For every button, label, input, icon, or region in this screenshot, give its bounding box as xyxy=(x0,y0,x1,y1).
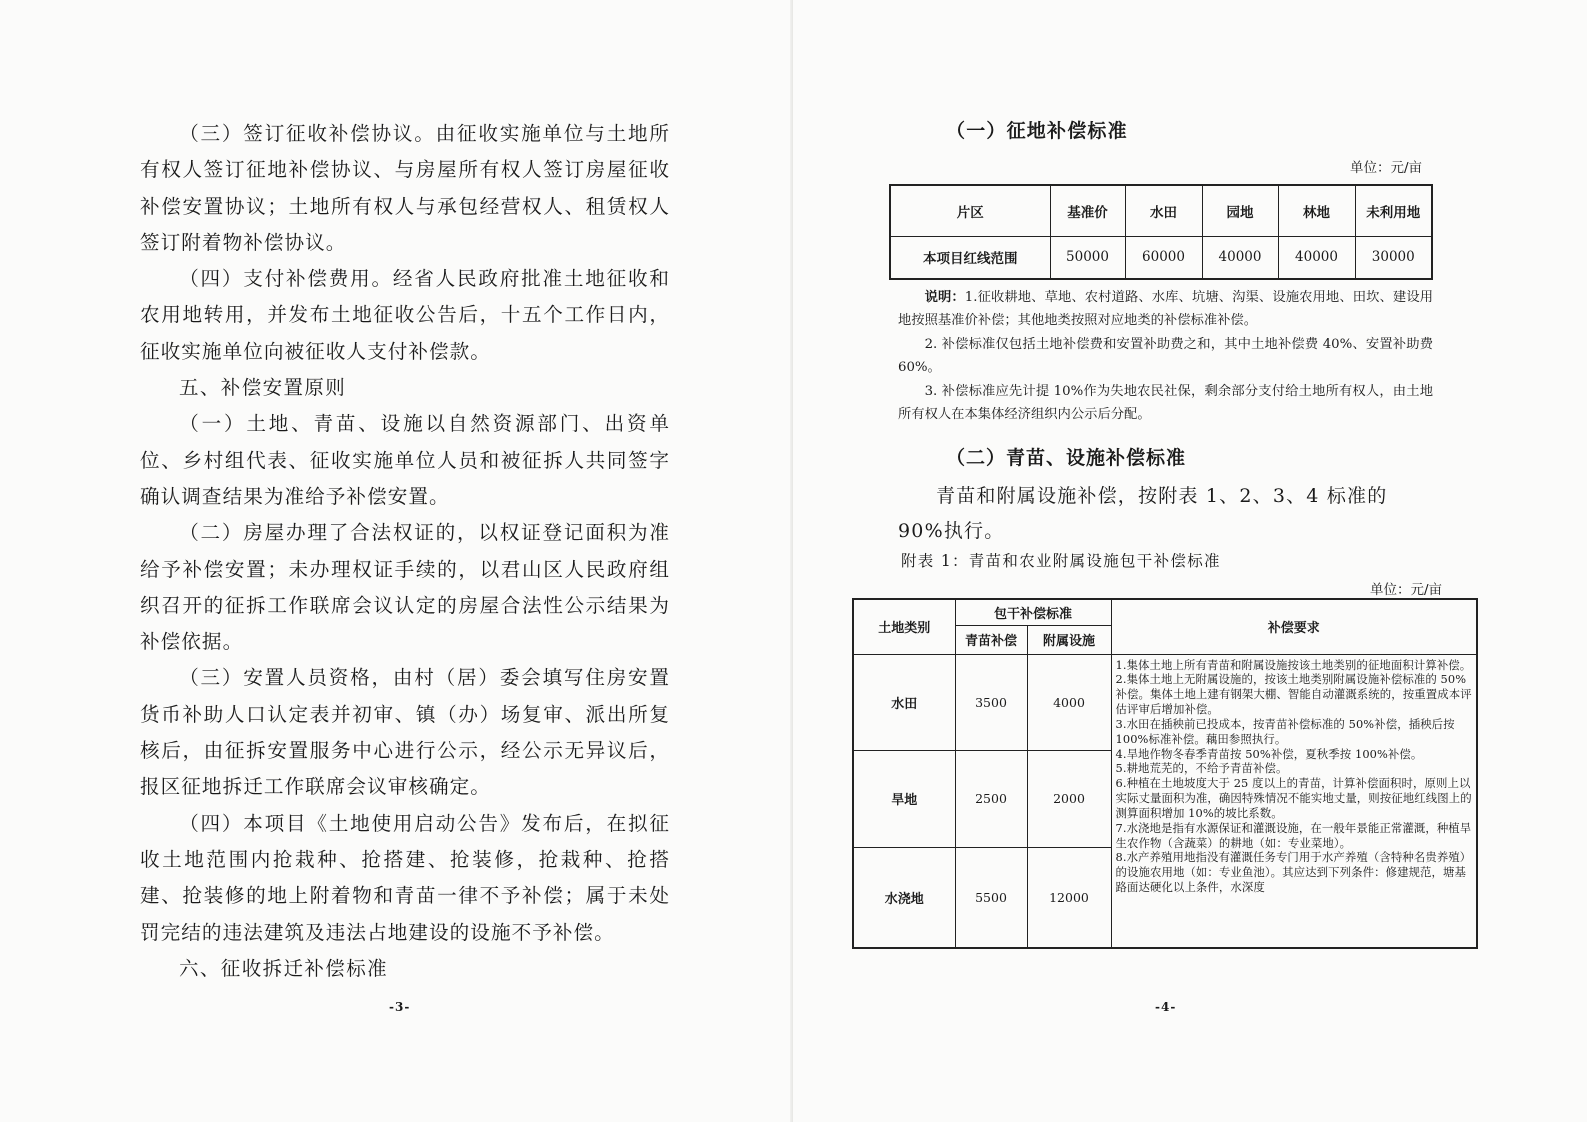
requirement-item: 1.集体土地上所有青苗和附属设施按该土地类别的征地面积计算补偿。 xyxy=(1115,657,1472,672)
unit-label-1: 单位：元/亩 xyxy=(1350,160,1423,176)
table-notes xyxy=(898,286,1433,426)
paragraph-sign-agreement: （三）签订征收补偿协议。由征收实施单位与土地所有权人签订征地补偿协议、与房屋所有权人签订房屋征收补偿安置协议；土地所有权人与承包经营权人、租赁权人签订附着物补偿协议。 xyxy=(140,122,670,254)
notes-label: 说明： xyxy=(924,290,965,305)
table-header-row xyxy=(853,599,1477,625)
note-3: 3. 补偿标准应先计提 10%作为失地农民社保，剩余部分支付给土地所有权人，由土地所有权人在本集体经济组织内公示后分配。 xyxy=(898,383,1433,423)
header-cell: 包干补偿标准 xyxy=(955,599,1111,625)
table-cell: 50000 xyxy=(1050,236,1125,279)
table-cell: 5500 xyxy=(955,847,1027,948)
heading-section-6: 六、征收拆迁补偿标准 xyxy=(179,956,389,980)
unit-label-2: 单位：元/亩 xyxy=(1370,582,1443,598)
table-cell: 本项目红线范围 xyxy=(890,236,1050,279)
seedling-compensation-table xyxy=(852,598,1478,949)
paragraph-seedling-rule: 青苗和附属设施补偿，按附表 1、2、3、4 标准的 90%执行。 xyxy=(898,485,1388,542)
section-title-land-compensation: （一）征地补偿标准 xyxy=(946,120,1128,142)
paragraph-principle-4: （四）本项目《土地使用启动公告》发布后，在拟征收土地范围内抢栽种、抢搭建、抢装修，抢栽种、抢搭建、抢装修的地上附着物和青苗一律不予补偿；属于未处罚完结的违法建筑及违法占地建设的设施不予补偿。 xyxy=(140,811,670,944)
header-cell: 林地 xyxy=(1278,185,1355,236)
paragraph-pay-compensation: （四）支付补偿费用。经省人民政府批准土地征收和农用地转用，并发布土地征收公告后，十五个工作日内，征收实施单位向被征收人支付补偿款。 xyxy=(140,267,670,363)
heading-section-5: 五、补偿安置原则 xyxy=(179,376,347,400)
section-title-seedling-compensation: （二）青苗、设施补偿标准 xyxy=(946,447,1187,469)
table-cell: 30000 xyxy=(1355,236,1432,279)
requirement-item: 6.种植在土地坡度大于 25 度以上的青苗，计算补偿面积时，原则上以实际丈量面积为准，确因特殊情况不能实地丈量，则按征地红线图上的测算面积增加 10%的坡比系数。 xyxy=(1115,776,1472,820)
paragraph-principle-3: （三）安置人员资格，由村（居）委会填写住房安置货币补助人口认定表并初审、镇（办）场复审、派出所复核后，由征拆安置服务中心进行公示，经公示无异议后，报区征地拆迁工作联席会议审核确定。 xyxy=(140,666,670,799)
header-cell: 水田 xyxy=(1125,185,1202,236)
requirements-cell xyxy=(1111,654,1477,948)
requirement-item: 3.水田在插秧前已投成本，按青苗补偿标准的 50%补偿，插秧后按 100%标准补偿。藕田参照执行。 xyxy=(1115,716,1455,746)
header-cell: 补偿要求 xyxy=(1111,599,1477,654)
table-row xyxy=(890,236,1432,279)
header-cell: 青苗补偿 xyxy=(955,625,1027,654)
table-row xyxy=(853,654,1477,750)
left-page-body xyxy=(140,116,670,987)
paragraph-principle-2: （二）房屋办理了合法权证的，以权证登记面积为准给予补偿安置；未办理权证手续的，以君山区人民政府组织召开的征拆工作联席会议认定的房屋合法性公示结果为补偿依据。 xyxy=(140,521,670,654)
note-2: 2. 补偿标准仅包括土地补偿费和安置补助费之和，其中土地补偿费 40%、安置补助费 60%。 xyxy=(898,336,1433,376)
table-cell: 4000 xyxy=(1027,654,1111,750)
requirement-item: 7.水浇地是指有水源保证和灌溉设施，在一般年景能正常灌溉，种植旱生农作物（含蔬菜）的耕地（如：专业菜地）。 xyxy=(1115,820,1472,850)
header-cell: 未利用地 xyxy=(1355,185,1432,236)
table-cell: 2500 xyxy=(955,750,1027,847)
attachment-title: 附表 1：青苗和农业附属设施包干补偿标准 xyxy=(901,552,1221,570)
table-header-row xyxy=(890,185,1432,236)
paragraph-principle-1: （一）土地、青苗、设施以自然资源部门、出资单位、乡村组代表、征收实施单位人员和被征拆人共同签字确认调查结果为准给予补偿安置。 xyxy=(140,412,670,508)
page-number-right: -4- xyxy=(1155,1000,1177,1014)
land-compensation-table xyxy=(889,184,1433,280)
table-cell: 2000 xyxy=(1027,750,1111,847)
note-1: 说明：1.征收耕地、草地、农村道路、水库、坑塘、沟渠、设施农用地、田坎、建设用地按照基准价补偿；其他地类按照对应地类的补偿标准补偿。 xyxy=(898,290,1434,329)
requirement-item: 4.旱地作物冬春季青苗按 50%补偿，夏秋季按 100%补偿。 xyxy=(1115,746,1423,761)
requirement-item: 5.耕地荒芜的，不给予青苗补偿。 xyxy=(1115,761,1288,776)
table-cell: 水浇地 xyxy=(853,847,955,948)
table-cell: 40000 xyxy=(1278,236,1355,279)
table-cell: 水田 xyxy=(853,654,955,750)
page-number-left: -3- xyxy=(389,1000,411,1014)
left-page xyxy=(0,0,793,1122)
header-cell: 土地类别 xyxy=(853,599,955,654)
header-cell: 园地 xyxy=(1202,185,1278,236)
table-cell: 40000 xyxy=(1202,236,1278,279)
table-cell: 60000 xyxy=(1125,236,1202,279)
header-cell: 附属设施 xyxy=(1027,625,1111,654)
requirement-item: 2.集体土地上无附属设施的，按该土地类别附属设施补偿标准的 50%补偿。集体土地上建有钢架大棚、智能自动灌溉系统的，按重置成本评估评审后增加补偿。 xyxy=(1115,672,1472,717)
header-cell: 基准价 xyxy=(1050,185,1125,236)
table-cell: 旱地 xyxy=(853,750,955,847)
header-cell: 片区 xyxy=(890,185,1050,236)
table-cell: 3500 xyxy=(955,654,1027,750)
requirement-item: 8.水产养殖用地指没有灌溉任务专门用于水产养殖（含特种名贵养殖）的设施农用地（如：专业鱼池）。其应达到下列条件：修建规范，塘基路面达硬化以上条件，水深度 xyxy=(1115,850,1472,895)
table-cell: 12000 xyxy=(1027,847,1111,948)
